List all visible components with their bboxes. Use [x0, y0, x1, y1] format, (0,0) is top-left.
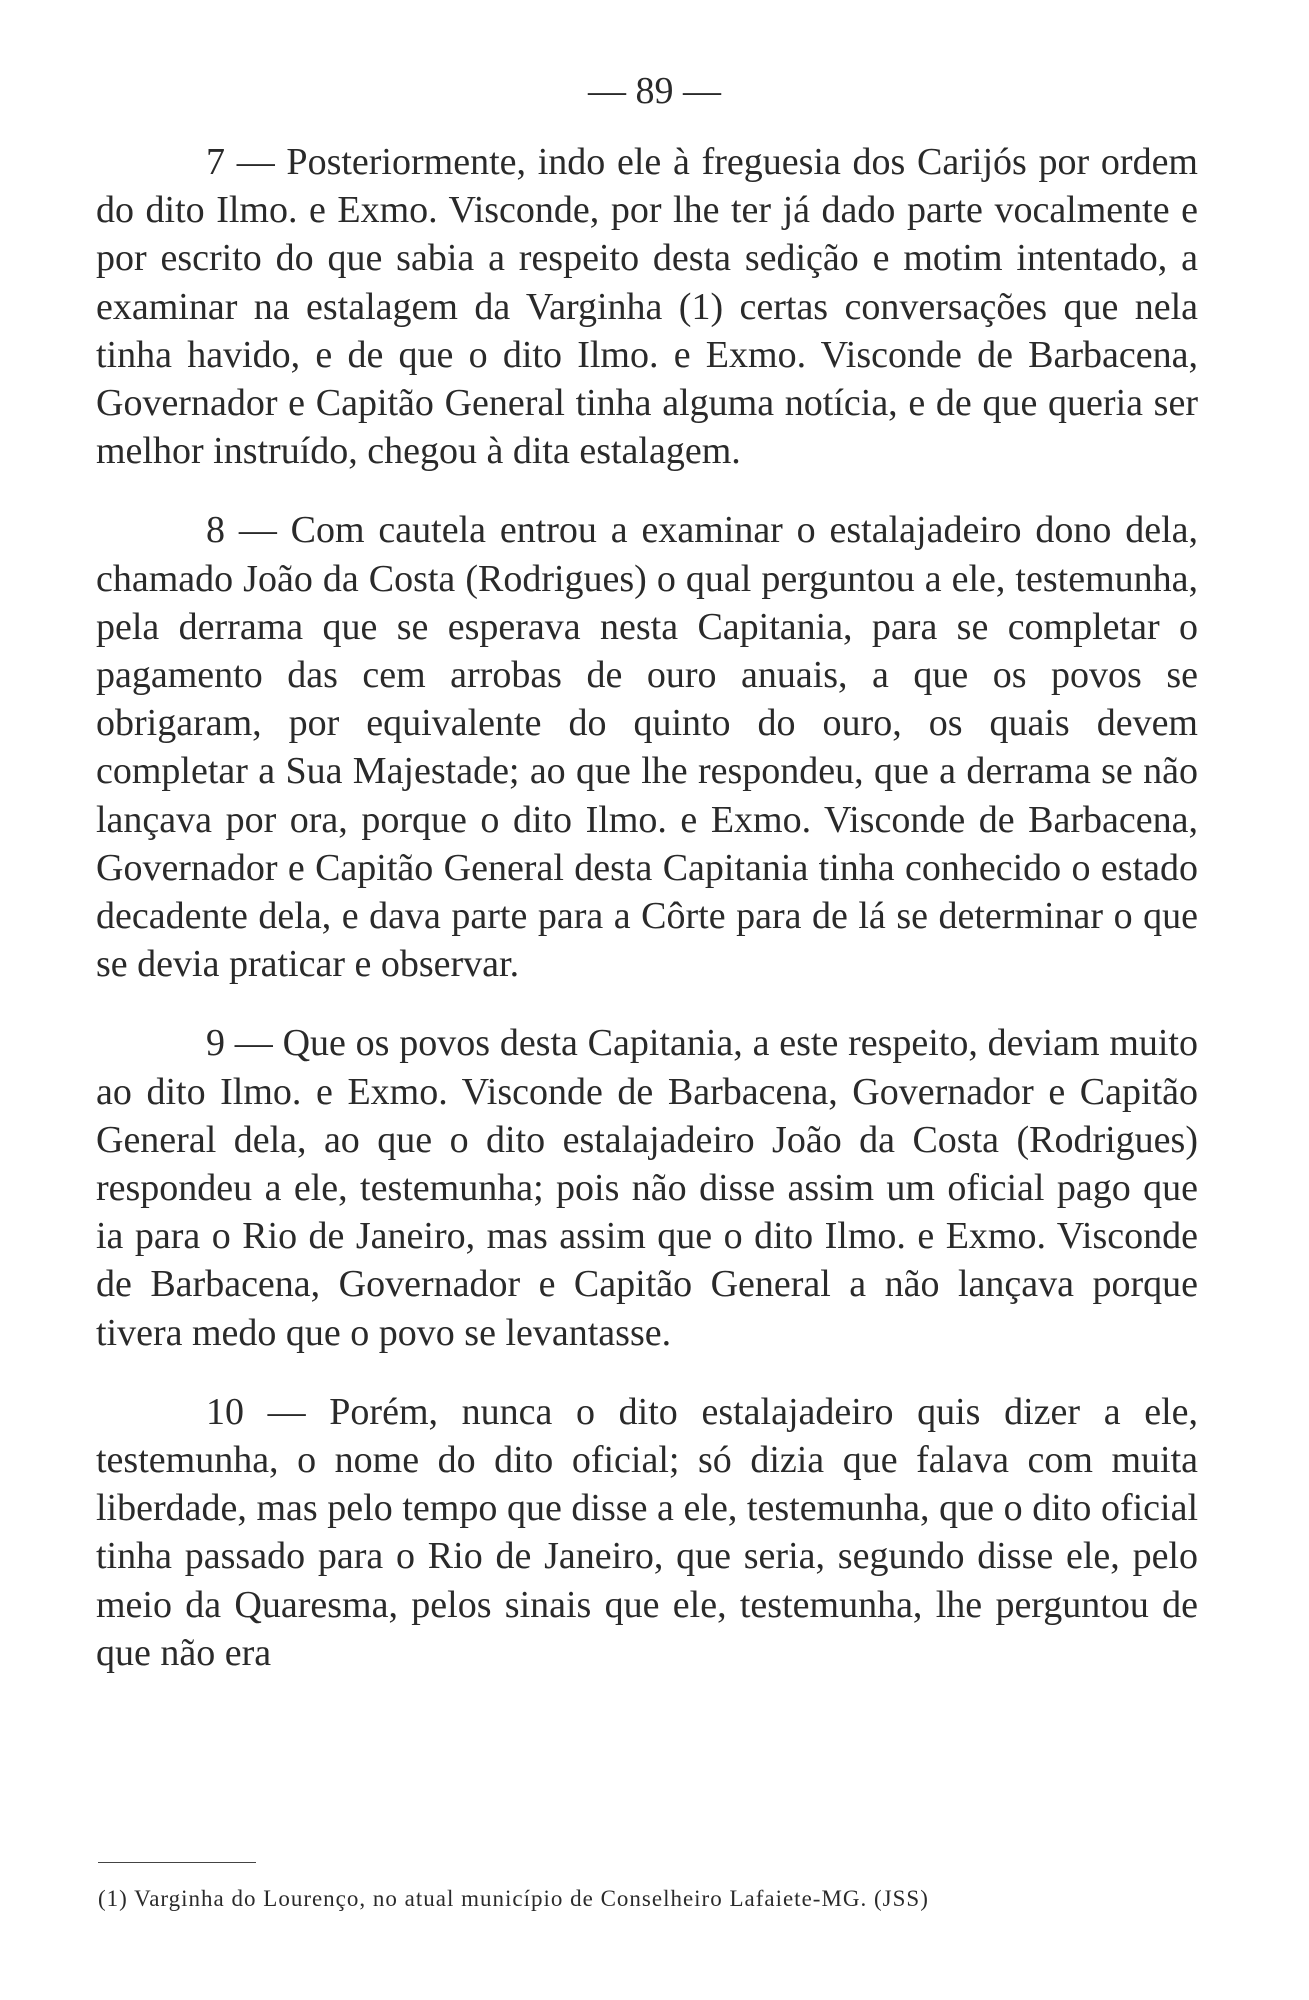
- paragraph-9: 9 — Que os povos desta Capitania, a este respeito, deviam muito ao dito Ilmo. e Exmo. Visconde de Barbacena, Governador e Capitão General dela, ao que o dito estalajadeiro João da Costa (Rodrigues) respondeu a ele, testemunha; pois não disse assim um oficial pago que ia para o Rio de Janeiro, mas assim que o dito Ilmo. e Exmo. Visconde de Barbacena, Governador e Capitão General a não lançava porque tivera medo que o povo se levantasse.: [96, 1022, 1198, 1354]
- body-text: [96, 138, 1198, 1677]
- footnote-divider: [98, 1862, 256, 1863]
- paragraph-8: 8 — Com cautela entrou a examinar o estalajadeiro dono dela, chamado João da Costa (Rodrigues) o qual perguntou a ele, testemunha, pela derrama que se esperava nesta Capitania, para se completar o pagamento das cem arrobas de ouro anuais, a que os povos se obrigaram, por equivalente do quinto do ouro, os quais devem completar a Sua Majestade; ao que lhe respondeu, que a derrama se não lançava por ora, porque o dito Ilmo. e Exmo. Visconde de Barbacena, Governador e Capitão General desta Capitania tinha conhecido o estado decadente dela, e dava parte para a Côrte para de lá se determinar o que se devia praticar e observar.: [96, 509, 1198, 986]
- paragraph-7: 7 — Posteriormente, indo ele à freguesia dos Carijós por ordem do dito Ilmo. e Exmo. Visconde, por lhe ter já dado parte vocalmente e por escrito do que sabia a respeito desta sedição e motim intentado, a examinar na estalagem da Varginha (1) certas conversações que nela tinha havido, e de que o dito Ilmo. e Exmo. Visconde de Barbacena, Governador e Capitão General tinha alguma notícia, e de que queria ser melhor instruído, chegou à dita estalagem.: [96, 141, 1198, 473]
- paragraph-10: 10 — Porém, nunca o dito estalajadeiro quis dizer a ele, testemunha, o nome do dito oficial; só dizia que falava com muita liberdade, mas pelo tempo que disse a ele, testemunha, que o dito oficial tinha passado para o Rio de Janeiro, que seria, segundo disse ele, pelo meio da Quaresma, pelos sinais que ele, testemunha, lhe perguntou de que não era: [96, 1390, 1198, 1674]
- footnote: (1) Varginha do Lourenço, no atual município de Conselheiro Lafaiete-MG. (JSS): [98, 1886, 929, 1911]
- page-number: — 89 —: [588, 70, 721, 112]
